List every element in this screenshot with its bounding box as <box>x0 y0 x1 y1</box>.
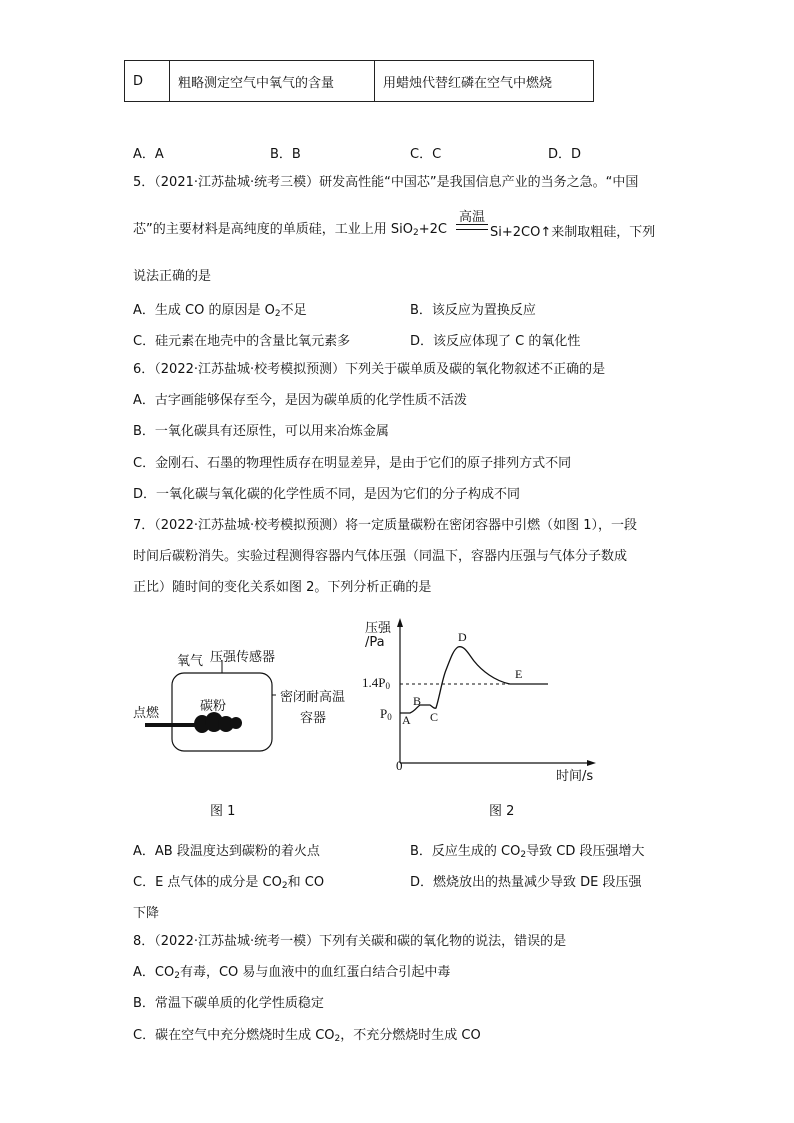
equation-sign <box>456 224 488 230</box>
label-container-2: 容器 <box>300 711 327 726</box>
q4-option-b: B．B <box>270 147 301 162</box>
q6-stem: 6．（2022·江苏盐城·校考模拟预测）下列关于碳单质及碳的氧化物叙述不正确的是 <box>133 362 606 377</box>
q6-option-c: C．金刚石、石墨的物理性质存在明显差异，是由于它们的原子排列方式不同 <box>133 456 572 471</box>
q7-option-d-cont: 下降 <box>133 906 160 921</box>
q6-option-a: A．古字画能够保存至今，是因为碳单质的化学性质不活泼 <box>133 393 467 408</box>
q6-option-b: B．一氧化碳具有还原性，可以用来冶炼金属 <box>133 424 389 439</box>
point-a-label: A <box>402 713 411 727</box>
pressure-curve <box>400 647 548 713</box>
q5-stem-line2: 芯”的主要材料是高纯度的单质硅，工业上用 SiO$_2$+2C <box>133 222 447 238</box>
q4-option-c: C．C <box>410 147 442 162</box>
q4-option-a: A．A <box>133 147 164 162</box>
label-ignite: 点燃 <box>133 706 160 721</box>
origin-label: 0 <box>396 758 403 773</box>
point-c-label: C <box>430 710 439 724</box>
q7-stem-line2: 时间后碳粉消失。实验过程测得容器内气体压强（同温下，容器内压强与气体分子数成 <box>133 549 628 564</box>
q7-option-a: A．AB 段温度达到碳粉的着火点 <box>133 844 320 859</box>
q5-option-a: A．生成 CO 的原因是 $O_2$不足 <box>133 303 307 319</box>
q8-stem: 8．（2022·江苏盐城·统考一模）下列有关碳和碳的氧化物的说法，错误的是 <box>133 934 567 949</box>
q8-option-a: A．$CO_2$有毒，CO 易与血液中的血红蛋白结合引起中毒 <box>133 965 451 981</box>
figure-2 <box>360 615 610 785</box>
q6-option-d: D．一氧化碳与氧化碳的化学性质不同，是因为它们的分子构成不同 <box>133 487 521 502</box>
figure-1-caption: 图 1 <box>210 804 236 819</box>
label-carbon: 碳粉 <box>200 699 227 714</box>
q4-option-d: D．D <box>548 147 582 162</box>
tick-p0: $P_0$ <box>380 706 392 722</box>
q5-stem-line1: 5．（2021·江苏盐城·统考三模）研发高性能“中国芯”是我国信息产业的当务之急。“中国 <box>133 175 639 190</box>
x-label: 时间/s <box>556 769 594 784</box>
label-oxygen: 氧气 <box>177 654 204 669</box>
label-sensor: 压强传感器 <box>210 650 276 665</box>
label-container-1: 密闭耐高温 <box>280 690 346 705</box>
q7-stem-line3: 正比）随时间的变化关系如图 2。下列分析正确的是 <box>133 580 432 595</box>
q5-stem-line2-end: Si+2CO↑来制取粗硅，下列 <box>490 225 656 240</box>
figure-2-caption: 图 2 <box>489 804 515 819</box>
figure-1 <box>130 640 360 760</box>
q8-option-b: B．常温下碳单质的化学性质稳定 <box>133 996 324 1011</box>
igniter-rod <box>145 723 200 727</box>
y-label-1: 压强 <box>365 621 392 636</box>
q7-option-c: C．E 点气体的成分是 $CO_2$和 CO <box>133 875 325 891</box>
y-axis-arrow <box>397 618 403 627</box>
q8-option-c: C．碳在空气中充分燃烧时生成 $CO_2$，不充分燃烧时生成 CO <box>133 1028 481 1044</box>
answer-table <box>124 60 594 102</box>
q5-option-d: D．该反应体现了 C 的氧化性 <box>410 334 581 349</box>
q5-option-c: C．硅元素在地壳中的含量比氧元素多 <box>133 334 351 349</box>
tick-1-4p0: $1.4P_0$ <box>362 675 390 691</box>
point-e-label: E <box>515 667 523 681</box>
point-b-label: B <box>413 694 422 708</box>
q7-option-d: D．燃烧放出的热量减少导致 DE 段压强 <box>410 875 642 890</box>
carbon-powder <box>194 712 242 733</box>
q7-option-b: B．反应生成的 $CO_2$导致 CD 段压强增大 <box>410 844 645 860</box>
table-row <box>125 61 594 102</box>
point-d-label: D <box>458 630 467 644</box>
y-label-2: /Pa <box>365 635 385 650</box>
q7-stem-line1: 7．（2022·江苏盐城·校考模拟预测）将一定质量碳粉在密闭容器中引燃（如图 1），一段 <box>133 518 638 533</box>
table-cell: 用蜡烛代替红磷在空气中燃烧 <box>375 61 594 102</box>
table-cell: 粗略测定空气中氧气的含量 <box>170 61 375 102</box>
table-cell: D <box>125 61 170 102</box>
q5-stem-line3: 说法正确的是 <box>133 269 212 284</box>
reaction-condition: 高温 <box>459 210 486 225</box>
q5-option-b: B．该反应为置换反应 <box>410 303 536 318</box>
